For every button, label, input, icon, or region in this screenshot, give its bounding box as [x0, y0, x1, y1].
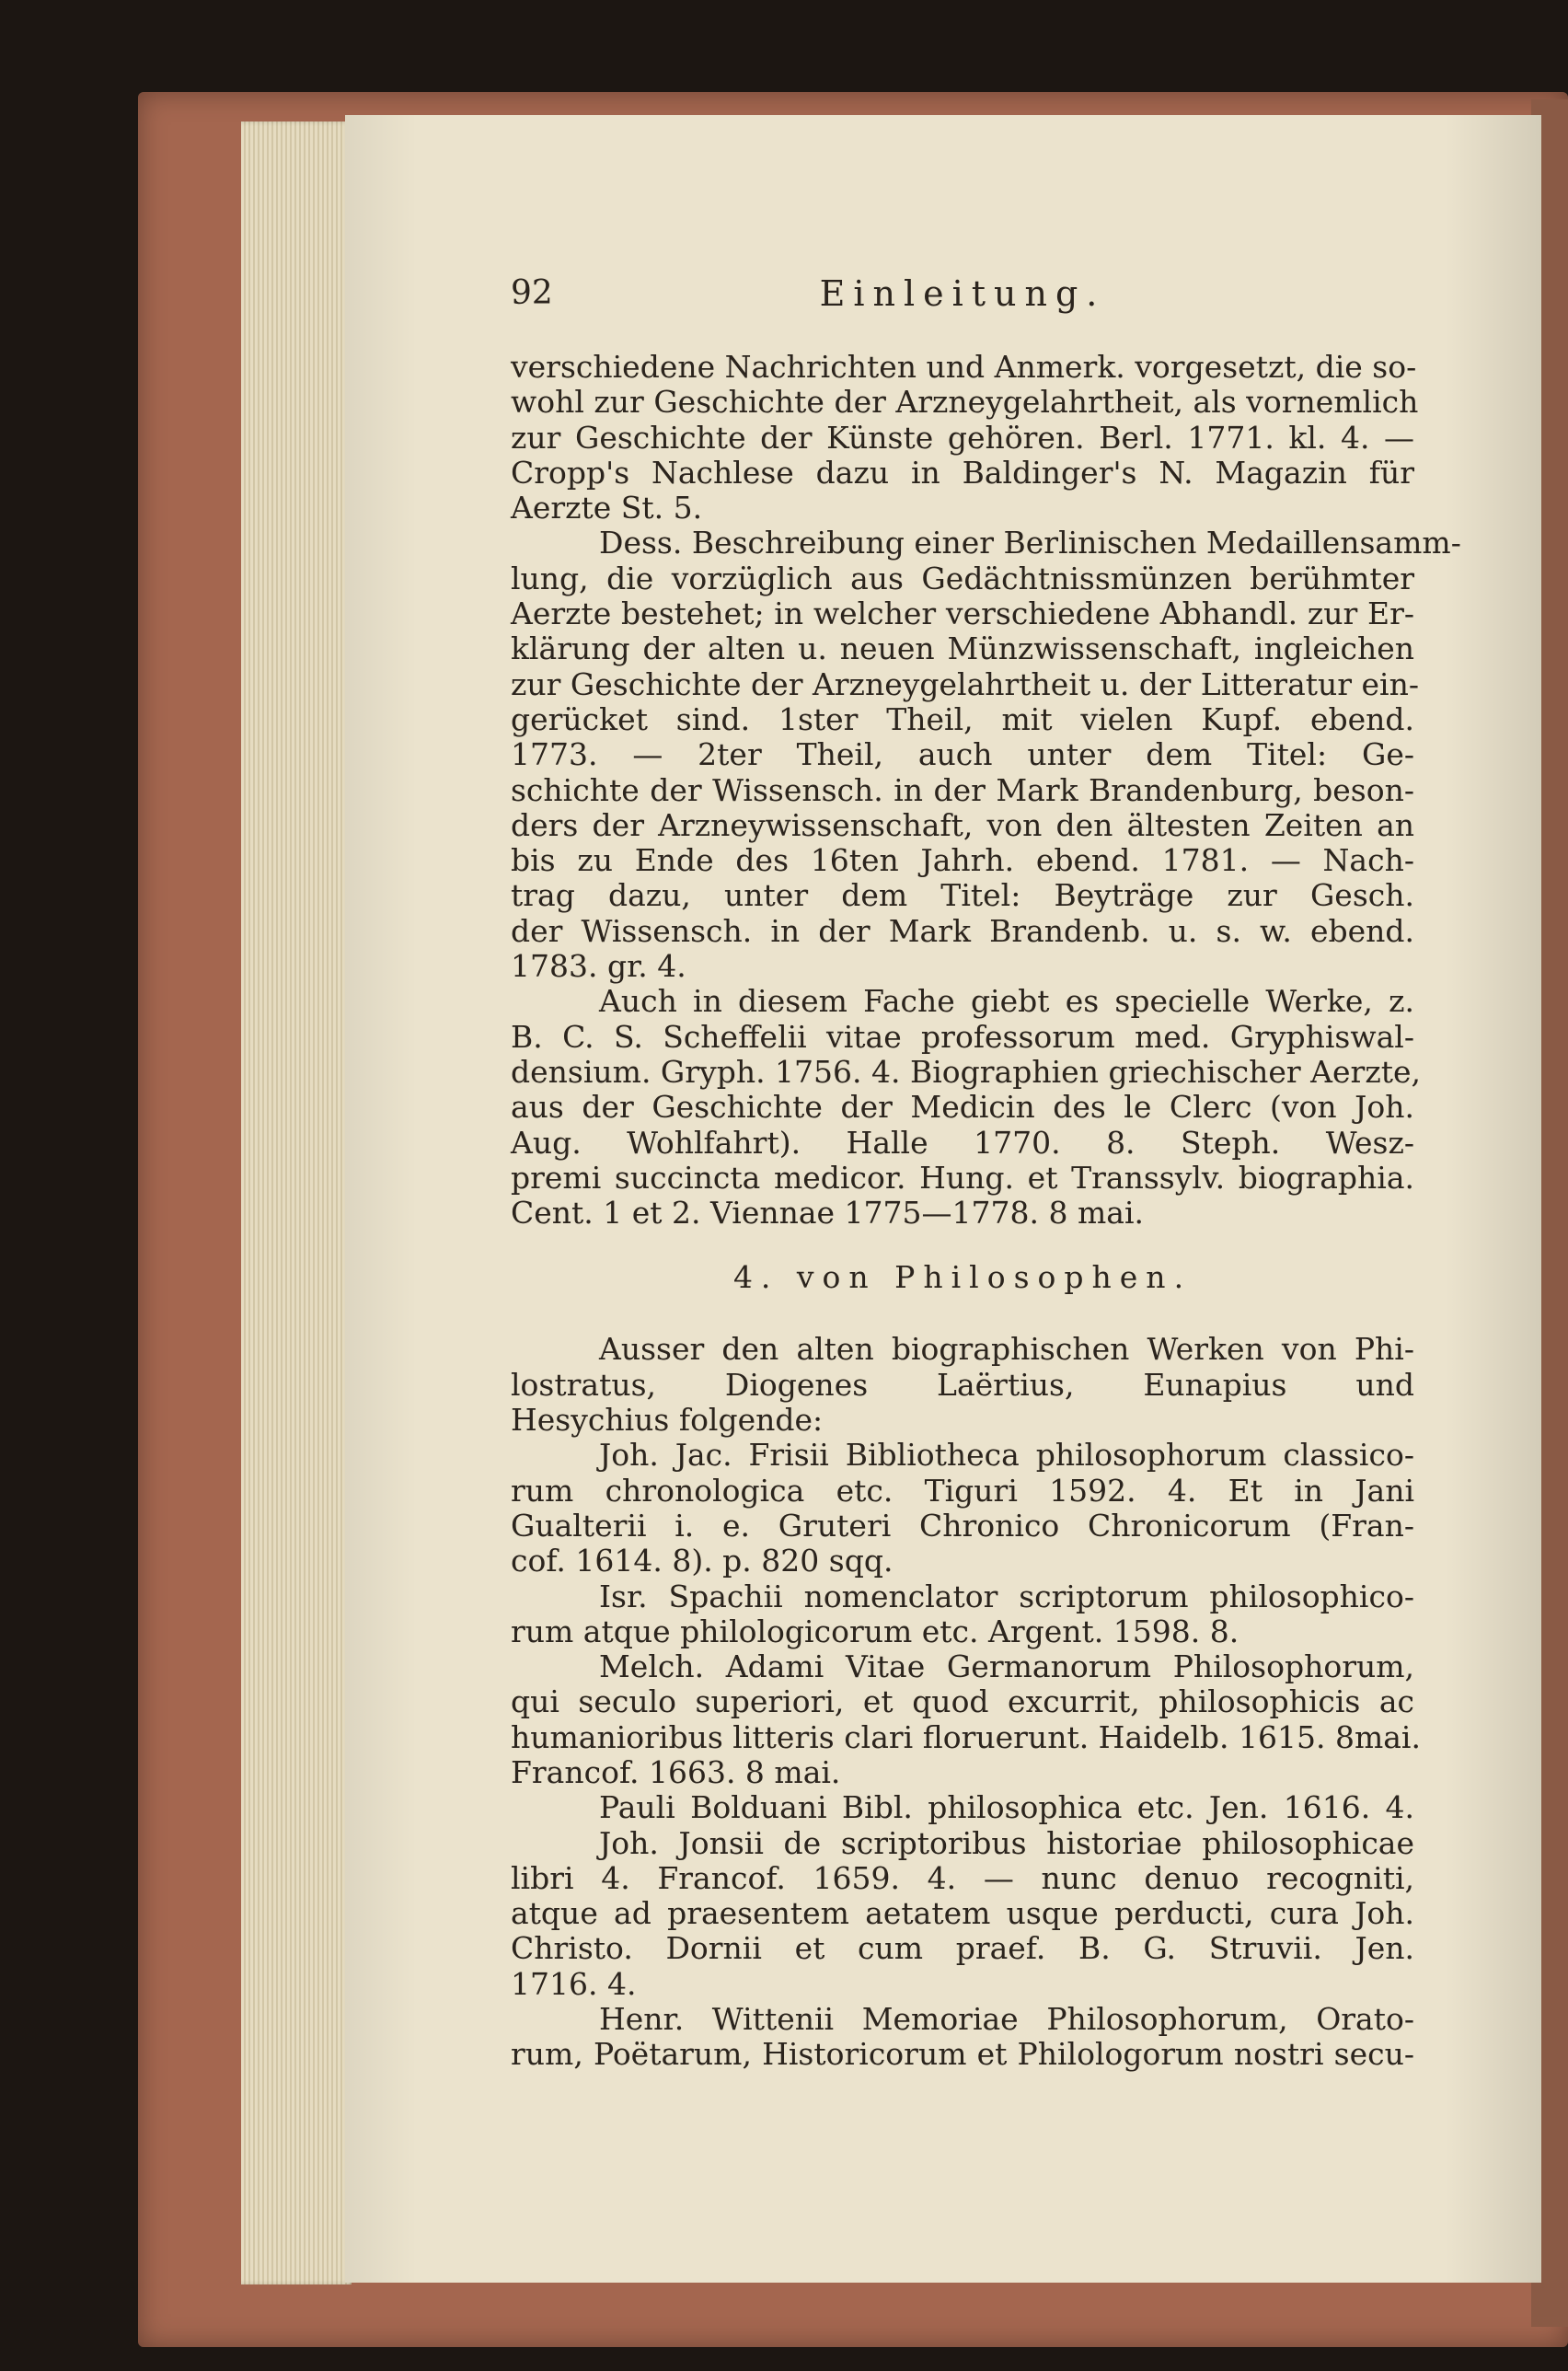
- paragraph-3: [511, 983, 1421, 1232]
- spacer: [511, 1299, 1414, 1332]
- text-line: Joh. Jac. Frisii Bibliotheca philosophorum classico-: [599, 1437, 1414, 1474]
- text-line: densium. Gryph. 1756. 4. Biographien griechischer Aerzte,: [511, 1053, 1421, 1090]
- text-line: premi succincta medicor. Hung. et Transsylv. biographia.: [511, 1159, 1414, 1196]
- paragraph-6: [511, 1579, 1414, 1650]
- text-line: rum atque philologicorum etc. Argent. 1598. 8.: [511, 1613, 1239, 1649]
- text-line: 1716. 4.: [511, 1965, 637, 2002]
- text-line: Joh. Jonsii de scriptoribus historiae philosophicae: [599, 1824, 1414, 1861]
- text-line: zur Geschichte der Arzneygelahrtheit u. der Litteratur ein-: [511, 665, 1420, 702]
- text-line: lostratus, Diogenes Laërtius, Eunapius und: [511, 1366, 1414, 1403]
- paragraph-10: [511, 2002, 1414, 2073]
- page-header: [511, 273, 1414, 330]
- text-line: klärung der alten u. neuen Münzwissenschaft, ingleichen: [511, 630, 1414, 667]
- text-line: B. C. S. Scheffelii vitae professorum med. Gryphiswal-: [511, 1018, 1414, 1055]
- text-line: 1783. gr. 4.: [511, 948, 686, 985]
- paragraph-7: [511, 1648, 1421, 1790]
- text-line: der Wissensch. in der Mark Brandenb. u. s. w. ebend.: [511, 912, 1414, 949]
- text-line: Henr. Wittenii Memoriae Philosophorum, Orato-: [599, 2001, 1414, 2038]
- paragraph-1: [511, 349, 1419, 526]
- text-line: atque ad praesentem aetatem usque perducti, cura Joh.: [511, 1895, 1414, 1932]
- text-line: rum chronologica etc. Tiguri 1592. 4. Et in Jani: [511, 1472, 1414, 1509]
- text-line: trag dazu, unter dem Titel: Beyträge zur Gesch.: [511, 877, 1414, 914]
- text-line: aus der Geschichte der Medicin des le Clerc (von Joh.: [511, 1089, 1414, 1126]
- text-line: 1773. — 2ter Theil, auch unter dem Titel: Ge-: [511, 736, 1414, 773]
- text-line: wohl zur Geschichte der Arzneygelahrtheit, als vornemlich: [511, 384, 1419, 421]
- text-line: rum, Poëtarum, Historicorum et Philologorum nostri secu-: [511, 2036, 1414, 2073]
- text-line: Gualterii i. e. Gruteri Chronico Chronicorum (Fran-: [511, 1507, 1414, 1544]
- text-line: Auch in diesem Fache giebt es specielle Werke, z.: [599, 983, 1414, 1020]
- text-line: lung, die vorzüglich aus Gedächtnissmünzen berühmter: [511, 560, 1414, 596]
- text-line: libri 4. Francof. 1659. 4. — nunc denuo recogniti,: [511, 1859, 1414, 1896]
- paragraph-5: [511, 1438, 1414, 1579]
- text-line: ders der Arzneywissenschaft, von den ältesten Zeiten an: [511, 806, 1414, 843]
- text-line: Aerzte St. 5.: [511, 490, 703, 526]
- paragraph-8: [511, 1790, 1414, 1825]
- page-number: 92: [511, 274, 553, 312]
- text-line: bis zu Ende des 16ten Jahrh. ebend. 1781. — Nach-: [511, 842, 1414, 879]
- text-line: Pauli Bolduani Bibl. philosophica etc. Jen. 1616. 4.: [599, 1789, 1414, 1826]
- text-line: Aerzte bestehet; in welcher verschiedene Abhandl. zur Er-: [511, 596, 1414, 632]
- text-line: Hesychius folgende:: [511, 1402, 824, 1439]
- paragraph-9: [511, 1826, 1414, 2002]
- text-line: qui seculo superiori, et quod excurrit, philosophicis ac: [511, 1683, 1414, 1720]
- section-heading: 4. von Philosophen.: [732, 1259, 1193, 1296]
- text-line: Cent. 1 et 2. Viennae 1775—1778. 8 mai.: [511, 1195, 1144, 1232]
- text-line: zur Geschichte der Künste gehören. Berl. 1771. kl. 4. —: [511, 419, 1414, 456]
- spacer: [511, 1231, 1414, 1256]
- text-line: Francof. 1663. 8 mai.: [511, 1753, 841, 1790]
- text-line: Isr. Spachii nomenclator scriptorum philosophico-: [599, 1578, 1414, 1614]
- text-line: Aug. Wohlfahrt). Halle 1770. 8. Steph. Wesz-: [511, 1124, 1414, 1161]
- page-text: [511, 273, 1461, 2073]
- text-line: schichte der Wissensch. in der Mark Brandenburg, beson-: [511, 771, 1414, 808]
- page-edges: [241, 121, 352, 2284]
- text-line: Christo. Dornii et cum praef. B. G. Struvii. Jen.: [511, 1930, 1414, 1967]
- text-line: humanioribus litteris clari floruerunt. Haidelb. 1615. 8mai.: [511, 1718, 1421, 1755]
- text-line: Ausser den alten biographischen Werken von Phi-: [599, 1331, 1414, 1368]
- text-line: gerücket sind. 1ster Theil, mit vielen Kupf. ebend.: [511, 700, 1414, 737]
- text-line: Cropp's Nachlese dazu in Baldinger's N. Magazin für: [511, 454, 1414, 491]
- paragraph-2: [511, 525, 1461, 985]
- running-title: Einleitung.: [819, 273, 1106, 314]
- text-line: verschiedene Nachrichten und Anmerk. vorgesetzt, die so-: [511, 349, 1417, 385]
- text-line: Melch. Adami Vitae Germanorum Philosophorum,: [599, 1648, 1414, 1685]
- text-line: cof. 1614. 8). p. 820 sqq.: [511, 1543, 894, 1579]
- paragraph-4: [511, 1332, 1414, 1438]
- text-line: Dess. Beschreibung einer Berlinischen Medaillensamm-: [599, 525, 1461, 561]
